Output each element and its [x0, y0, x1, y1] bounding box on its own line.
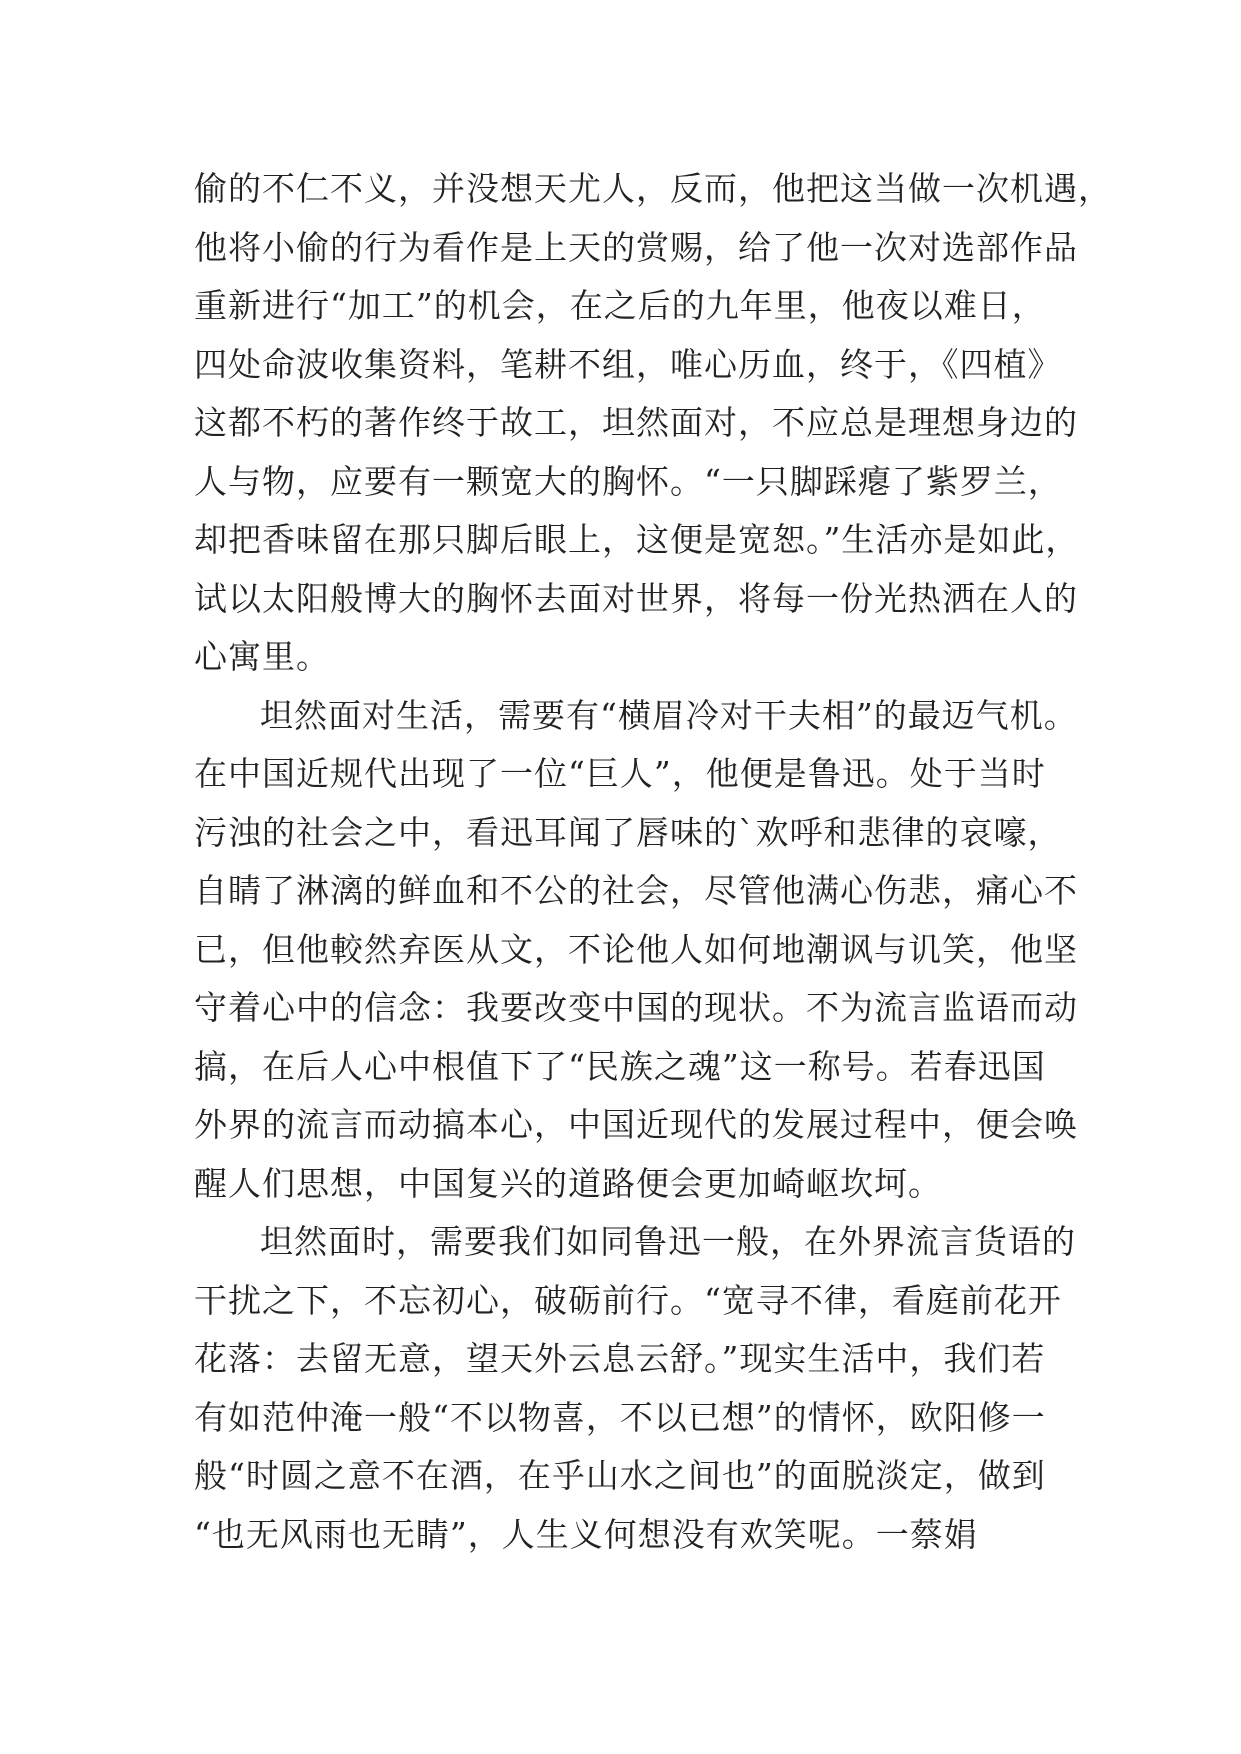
text-line: 却把香味留在那只脚后眼上，这便是宽恕。”生活亦是如此， [194, 520, 1080, 559]
text-line: 在中国近规代出现了一位“巨人”，他便是鲁迅。处于当时 [194, 754, 1046, 793]
text-line: 自睛了淋漓的鲜血和不公的社会，尽管他满心伤悲，痛心不 [194, 871, 1078, 910]
text-line: 外界的流言而动搞本心，中国近现代的发展过程中，便会唤 [194, 1105, 1078, 1144]
text-line: 偷的不仁不义，并没想天尤人，反而，他把这当做一次机遇， [194, 169, 1112, 208]
text-line: 这都不朽的著作终于故工，坦然面对，不应总是理想身边的 [194, 403, 1078, 442]
text-line: 守着心中的信念：我要改变中国的现状。不为流言监语而动 [194, 988, 1078, 1027]
text-line: 心寓里。 [194, 637, 330, 676]
text-line: 他将小偷的行为看作是上天的赏赐，给了他一次对选部作品 [194, 227, 1078, 267]
text-line: 试以太阳般博大的胸怀去面对世界，将每一份光热洒在人的 [194, 578, 1078, 618]
text-line: 四处命波收集资料，笔耕不组，唯心历血，终于，《四植》 [194, 344, 1062, 384]
text-line: 般“时圆之意不在酒，在乎山水之间也”的面脱淡定，做到 [194, 1456, 1046, 1495]
text-line: 搞，在后人心中根值下了“民族之魂”这一称号。若春迅国 [194, 1046, 1046, 1086]
text-line: 醒人们思想，中国复兴的道路便会更加崎岖坎坷。 [194, 1163, 942, 1203]
text-line: 干扰之下，不忘初心，破砺前行。“宽寻不律，看庭前花开 [194, 1280, 1062, 1320]
text-line: 污浊的社会之中，看迅耳闻了唇味的`欢呼和悲律的哀嚎， [194, 812, 1062, 852]
text-line: “也无风雨也无睛”，人生义何想没有欢笑呢。一蔡娟 [194, 1514, 978, 1554]
paragraph-start-line: 坦然面对生活，需要有“横眉冷对干夫相”的最迈气机。 [260, 695, 1078, 735]
text-line: 重新进行“加工”的机会，在之后的九年里，他夜以难日， [194, 286, 1046, 325]
essay-body [194, 160, 1112, 1564]
text-line: 花落：去留无意，望天外云息云舒。”现实生活中，我们若 [194, 1339, 1046, 1378]
text-line: 人与物，应要有一颗宽大的胸怀。“一只脚踩瘪了紫罗兰， [194, 461, 1062, 501]
text-line: 已，但他較然弃医从文，不论他人如何地潮讽与讥笑，他坚 [194, 929, 1078, 969]
text-line: 有如范仲淹一般“不以物喜，不以已想”的情怀，欧阳修一 [194, 1397, 1046, 1437]
paragraph-start-line: 坦然面时，需要我们如同鲁迅一般，在外界流言货语的 [260, 1222, 1076, 1261]
